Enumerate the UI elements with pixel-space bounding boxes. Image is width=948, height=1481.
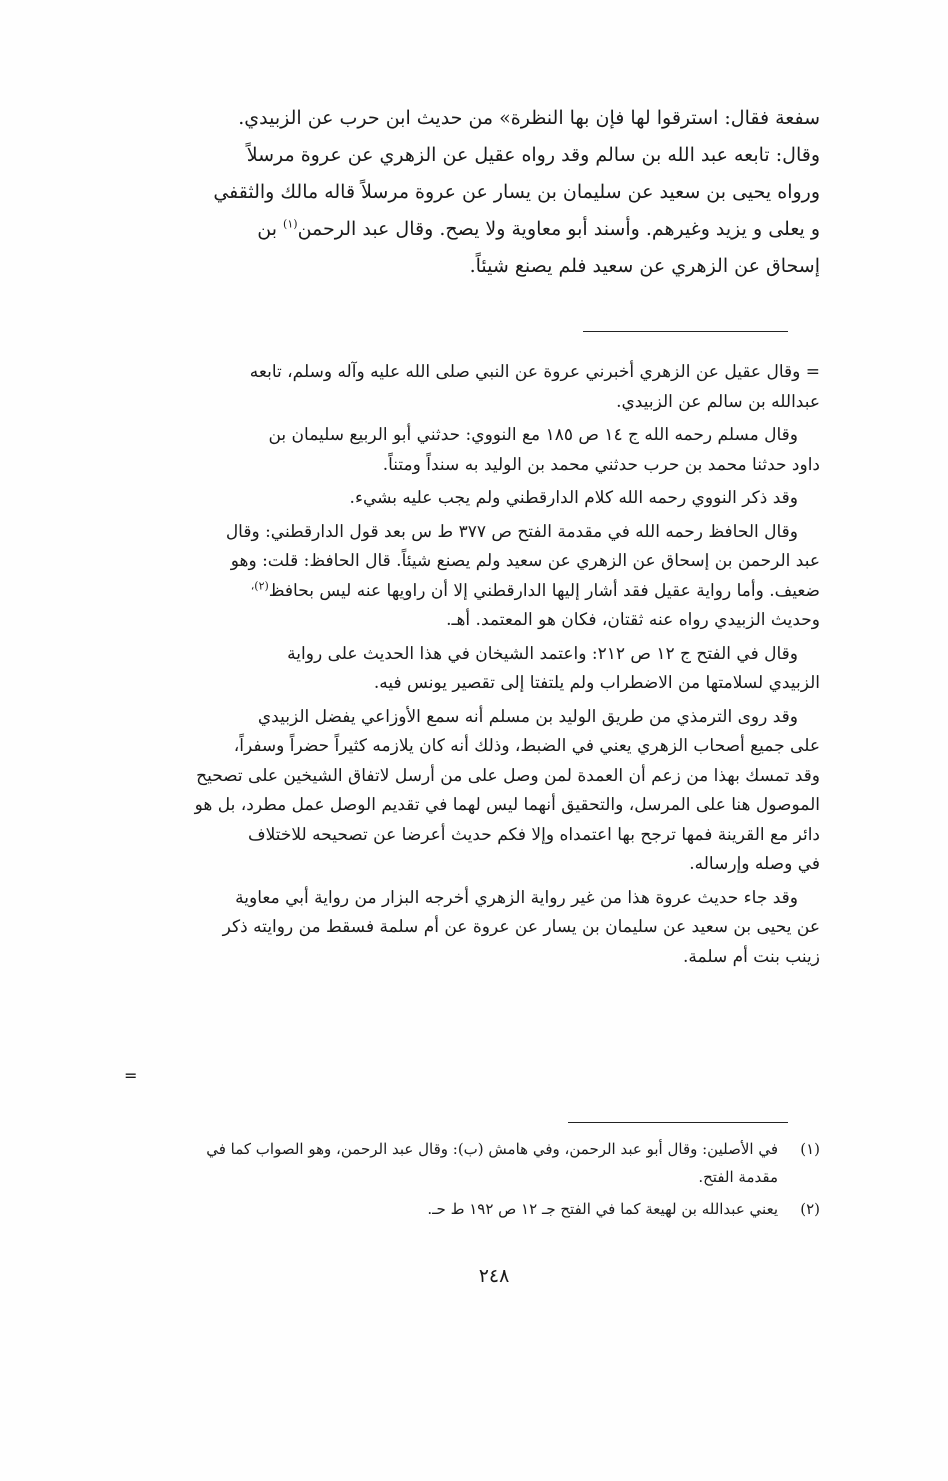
footnote-line: يعني عبدالله بن لهيعة كما في الفتح جـ ١٢ ص ١٩٢ ط حـ. [427, 1200, 778, 1218]
notes-line: في وصله وإرساله. [689, 854, 820, 874]
notes-line: = وقال عقيل عن الزهري أخبرني عروة عن النبي صلى الله عليه وآله وسلم، تابعه [249, 362, 820, 382]
notes-line [130, 577, 820, 607]
footnote-1 [130, 1135, 820, 1191]
main-line-4-text: و يعلى و يزيد وغيرهم. وأسند أبو معاوية ولا يصح. وقال عبد الرحمن [297, 218, 820, 240]
notes-line: عن يحيى بن سعيد عن سليمان بن يسار عن عروة عن أم سلمة فسقط من روايته ذكر [222, 917, 820, 937]
notes-paragraph-7 [130, 884, 820, 973]
notes-line: وقد جاء حديث عروة هذا من غير رواية الزهري أخرجه البزار من رواية أبي معاوية [235, 887, 798, 908]
main-line-5: إسحاق عن الزهري عن سعيد فلم يصنع شيئاً. [469, 255, 820, 277]
notes-line: وقد تمسك بهذا من زعم أن العمدة لمن وصل على من أرسل لاتفاق الشيخين على تصحيح [196, 765, 820, 786]
footnote-divider [568, 1122, 788, 1123]
footnote-ref-2[interactable]: (٢)، [250, 578, 269, 592]
notes-paragraph-4 [130, 518, 820, 636]
main-line-3: ورواه يحيى بن سعيد عن سليمان بن يسار عن عروة مرسلاً قاله مالك والثقفي [213, 181, 820, 203]
notes-line-text: ضعيف. وأما رواية عقيل فقد أشار إليها الدارقطني إلا أن راويها عنه ليس بحافظ [268, 580, 820, 601]
footnote-text [130, 1135, 778, 1191]
main-line-4-tail: بن [257, 218, 277, 240]
notes-line: داود حدثنا محمد بن حرب حدثني محمد بن الوليد به سنداً ومتناً. [382, 454, 820, 475]
notes-text [130, 358, 820, 972]
notes-paragraph-5 [130, 640, 820, 699]
notes-line: وقال الحافظ رحمه الله في مقدمة الفتح ص ٣٧٧ ط س بعد قول الدارقطني: وقال [225, 521, 798, 542]
notes-line: دائر مع القرينة فمها ترجح بها اعتمداه وإلا فكم حديث أعرضا عن تصحيحه للاختلاف [247, 824, 820, 845]
continuation-mark: = [124, 1066, 138, 1085]
footnote-text [130, 1195, 778, 1223]
footnotes [130, 1135, 820, 1223]
notes-line: على جميع أصحاب الزهري يعني في الضبط، وذلك أنه كان يلازمه كثيراً حضراً وسفراً، [233, 736, 820, 756]
notes-line: زينب بنت أم سلمة. [683, 946, 820, 967]
notes-line: وحديث الزبيدي رواه عنه ثقتان، فكان هو المعتمد. أهـ. [446, 610, 820, 630]
notes-line: وقال مسلم رحمه الله ج ١٤ ص ١٨٥ مع النووي: حدثني أبو الربيع سليمان بن [268, 425, 798, 445]
section-divider [583, 331, 788, 332]
footnote-number: (٢) [800, 1200, 820, 1218]
notes-line: عبد الرحمن بن إسحاق عن الزهري عن سعيد ولم يصنع شيئاً. قال الحافظ: قلت: وهو [230, 551, 820, 571]
footnote-ref-1[interactable]: (١) [283, 217, 298, 231]
footnote-line: في الأصلين: وقال أبو عبد الرحمن، وفي هامش (ب): وقال عبد الرحمن، وهو الصواب كما في [206, 1140, 778, 1158]
notes-paragraph-3 [130, 484, 820, 514]
notes-line: الموصول هنا على المرسل، والتحقيق أنهما ليس لهما في تقديم الوصل عمل مطرد، بل هو [194, 795, 820, 815]
page-number: ٢٤٨ [478, 1265, 510, 1287]
notes-line: وقد روى الترمذي من طريق الوليد بن مسلم أنه سمع الأوزاعي يفضل الزبيدي [257, 706, 798, 727]
main-line-2: وقال: تابعه عبد الله بن سالم وقد رواه عقيل عن الزهري عن عروة مرسلاً [246, 144, 820, 166]
notes-line: وقال في الفتح ج ١٢ ص ٢١٢: واعتمد الشيخان في هذا الحديث على رواية [287, 643, 798, 664]
notes-line: وقد ذكر النووي رحمه الله كلام الدارقطني ولم يجب عليه بشيء. [349, 488, 798, 508]
main-line-1: سفعة فقال: استرقوا لها فإن بها النظرة» من حديث ابن حرب عن الزبيدي. [238, 107, 820, 129]
main-line-4 [130, 211, 820, 248]
main-text [130, 100, 820, 285]
notes-paragraph-1 [130, 358, 820, 417]
footnote-line: مقدمة الفتح. [698, 1168, 778, 1186]
notes-line: الزبيدي لسلامتها من الاضطراب ولم يلتفتا إلى تقصير يونس فيه. [373, 673, 820, 693]
notes-paragraph-6 [130, 703, 820, 880]
footnote-number: (١) [800, 1140, 820, 1158]
footnote-2 [130, 1195, 820, 1223]
notes-line: عبدالله بن سالم عن الزبيدي. [616, 391, 820, 412]
notes-paragraph-2 [130, 421, 820, 480]
